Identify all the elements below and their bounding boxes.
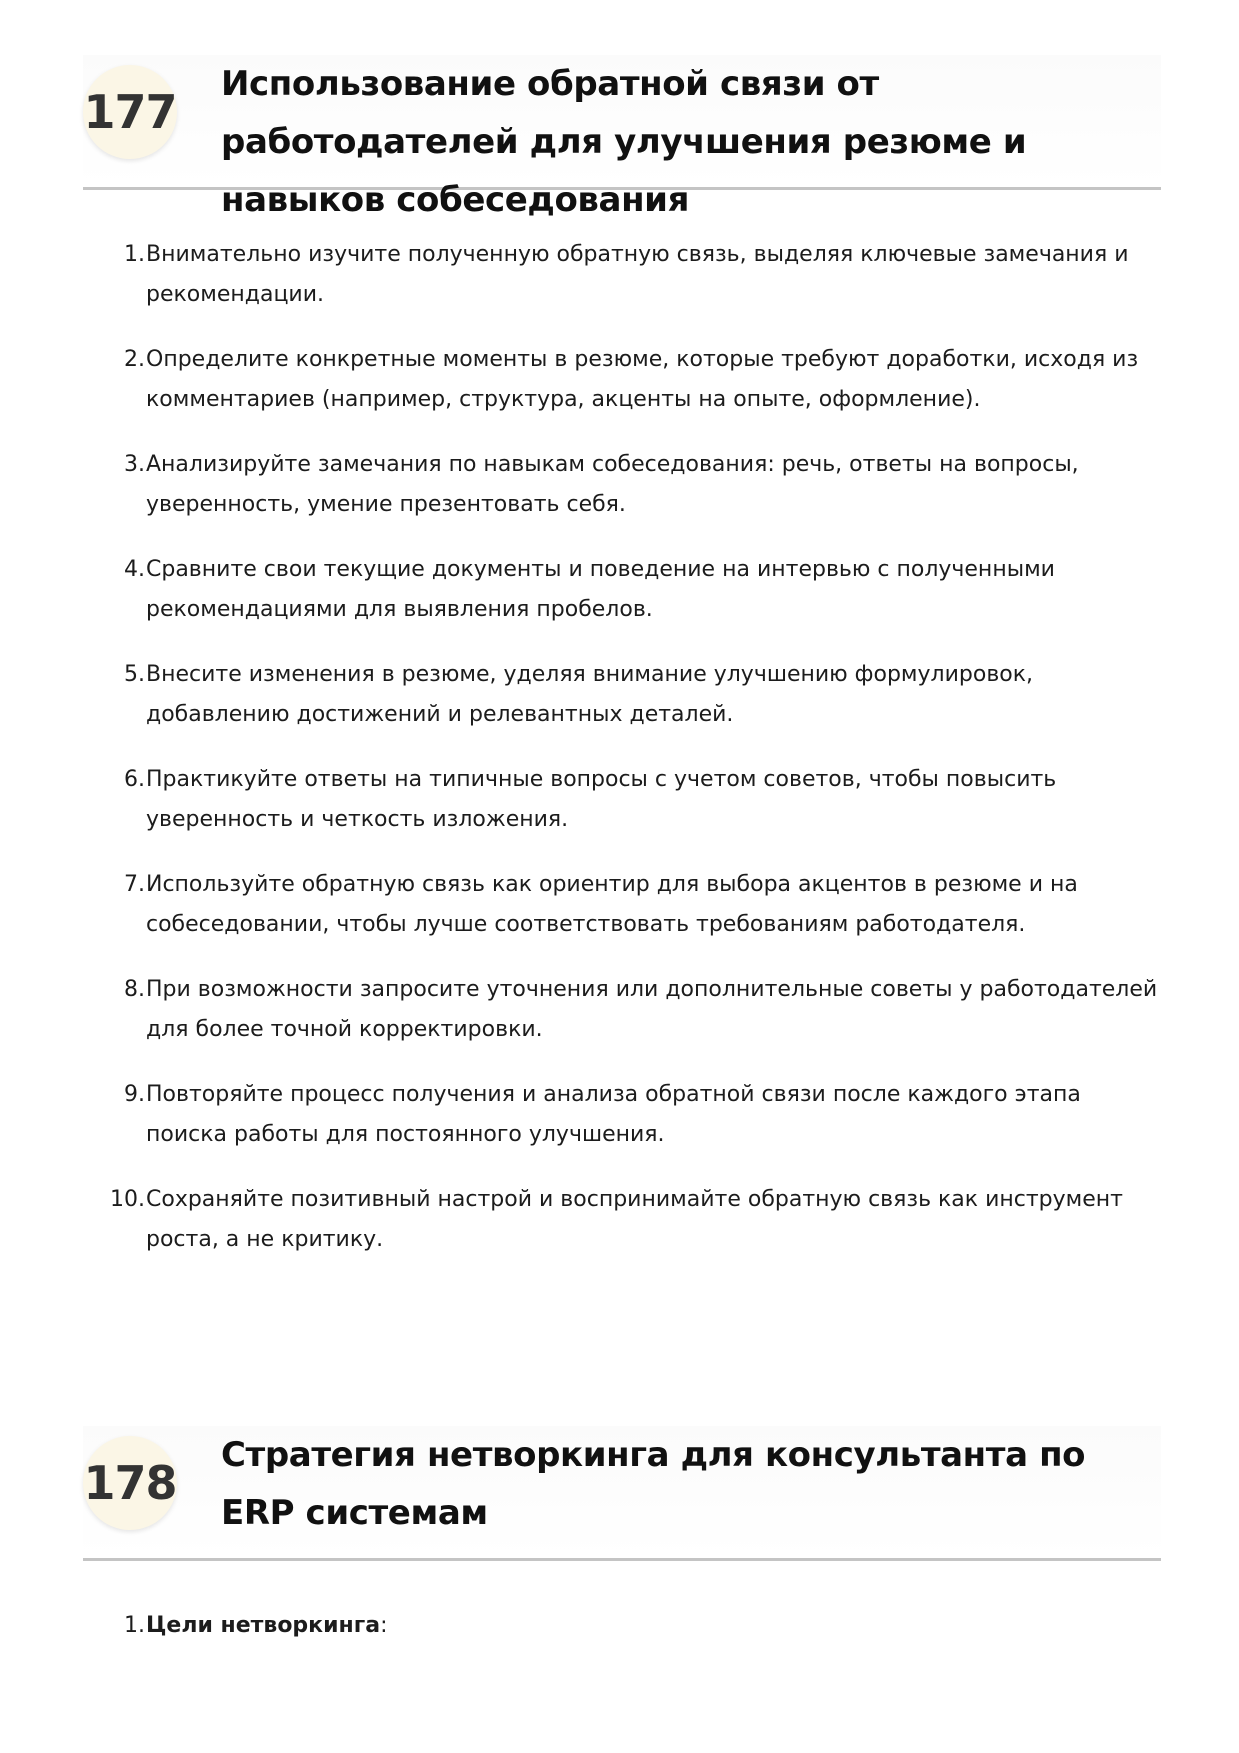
list-item-text: Сравните свои текущие документы и поведение на интервью с полученными рекомендациями для выявления пробелов. — [146, 557, 1055, 622]
list-item — [83, 1180, 1161, 1260]
list-item — [83, 865, 1161, 945]
list-item-heading: Цели нетворкинга — [146, 1613, 381, 1638]
section-number-badge: 178 — [83, 1436, 177, 1530]
section-header — [83, 55, 1161, 220]
list-item-text: Практикуйте ответы на типичные вопросы с учетом советов, чтобы повысить уверенность и четкость изложения. — [146, 767, 1057, 832]
list-item-number: 6. — [124, 767, 145, 792]
list-item — [83, 655, 1161, 735]
list-item — [83, 550, 1161, 630]
section-title: Стратегия нетворкинга для консультанта по ERP системам — [221, 1435, 1086, 1533]
list-item-number: 1. — [124, 242, 145, 267]
list-item-text: Анализируйте замечания по навыкам собеседования: речь, ответы на вопросы, уверенность, умение презентовать себя. — [146, 452, 1079, 517]
list-item — [83, 1075, 1161, 1155]
list-item-number: 8. — [124, 977, 145, 1002]
section-177 — [83, 55, 1161, 1285]
list-item — [83, 970, 1161, 1050]
section-header — [83, 1426, 1161, 1561]
section-title: Использование обратной связи от работодателей для улучшения резюме и навыков собеседования — [221, 64, 1027, 220]
list-item-number: 9. — [124, 1082, 145, 1107]
list-item — [83, 235, 1161, 315]
list-item-text: Сохраняйте позитивный настрой и воспринимайте обратную связь как инструмент роста, а не критику. — [146, 1187, 1123, 1252]
list-item-number: 10. — [110, 1187, 145, 1212]
list-item — [83, 340, 1161, 420]
section-178 — [83, 1426, 1161, 1671]
list-item — [83, 760, 1161, 840]
list-item-number: 3. — [124, 452, 145, 477]
steps-list — [83, 1606, 1161, 1646]
list-item-number: 7. — [124, 872, 145, 897]
list-item-text: Внесите изменения в резюме, уделяя внимание улучшению формулировок, добавлению достижений и релевантных деталей. — [146, 662, 1034, 727]
list-item-text: Определите конкретные моменты в резюме, которые требуют доработки, исходя из комментариев (например, структура, акценты на опыте, оформление). — [146, 347, 1139, 412]
list-item-suffix: : — [380, 1613, 388, 1638]
list-item — [83, 1606, 1161, 1646]
list-item — [83, 445, 1161, 525]
list-item-number: 2. — [124, 347, 145, 372]
section-number-badge: 177 — [83, 65, 177, 159]
steps-list — [83, 235, 1161, 1260]
list-item-number: 4. — [124, 557, 145, 582]
list-item-text: Используйте обратную связь как ориентир для выбора акцентов в резюме и на собеседовании, чтобы лучше соответствовать требованиям работодателя. — [146, 872, 1078, 937]
list-item-text: При возможности запросите уточнения или дополнительные советы у работодателей для более точной корректировки. — [146, 977, 1158, 1042]
list-item-text: Повторяйте процесс получения и анализа обратной связи после каждого этапа поиска работы для постоянного улучшения. — [146, 1082, 1081, 1147]
list-item-text: Внимательно изучите полученную обратную связь, выделяя ключевые замечания и рекомендации. — [146, 242, 1129, 307]
list-item-number: 1. — [124, 1613, 145, 1638]
list-item-number: 5. — [124, 662, 145, 687]
